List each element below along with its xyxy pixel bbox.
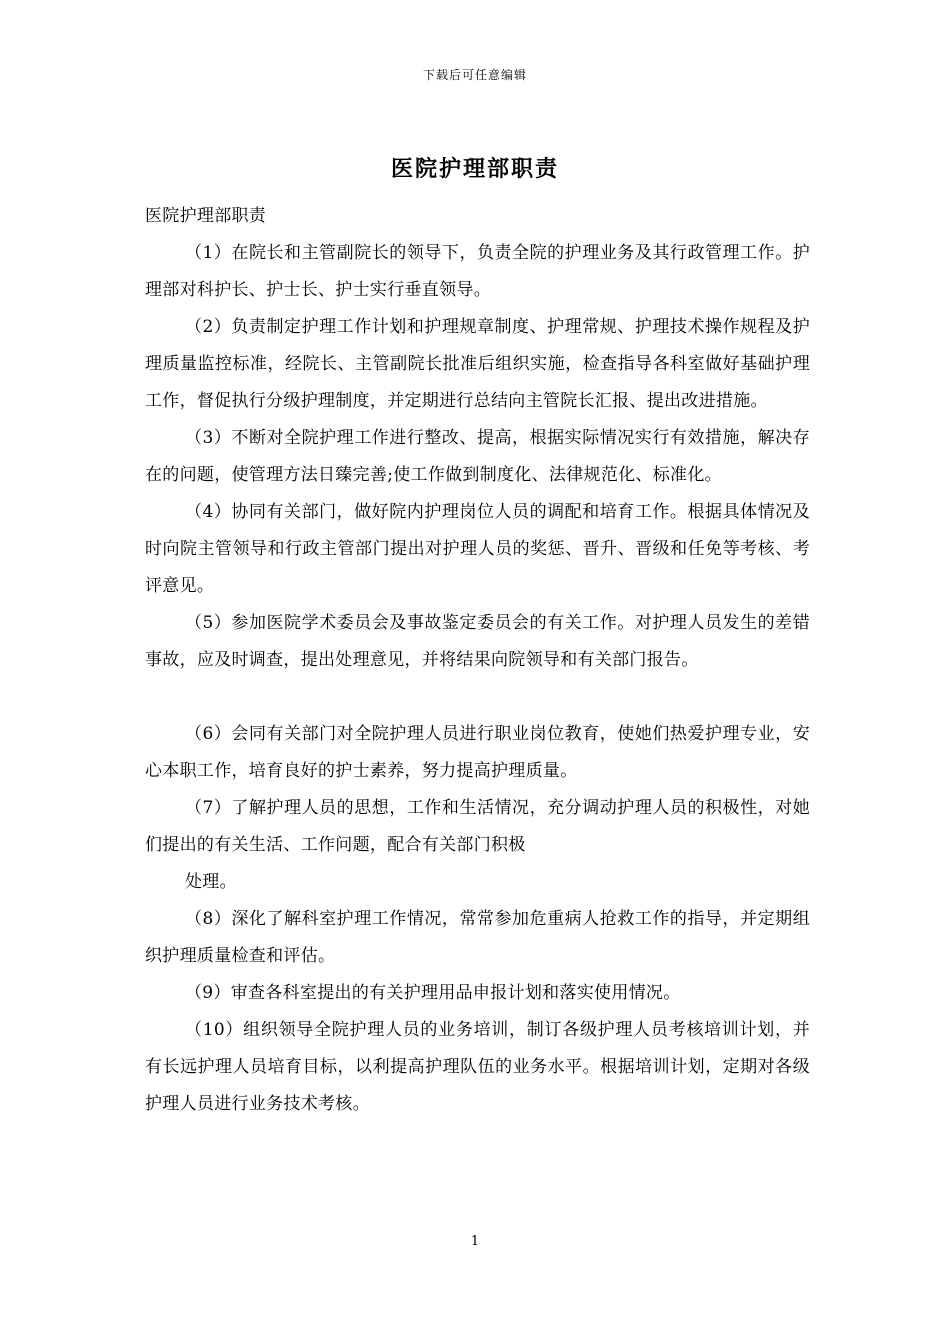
duty-paragraph-5: （5）参加医院学术委员会及事故鉴定委员会的有关工作。对护理人员发生的差错事故，应及时调查，提出处理意见，并将结果向院领导和有关部门报告。	[145, 613, 810, 670]
header-note: 下载后可任意编辑	[422, 68, 527, 82]
duty-paragraph-6: （6）会同有关部门对全院护理人员进行职业岗位教育，使她们热爱护理专业，安心本职工作，培育良好的护士素养，努力提高护理质量。	[145, 724, 810, 781]
duty-paragraph-7: （7）了解护理人员的思想，工作和生活情况，充分调动护理人员的积极性，对她们提出的有关生活、工作问题，配合有关部门积极	[145, 798, 810, 855]
document-subtitle: 医院护理部职责	[145, 206, 267, 226]
duty-paragraph-9: （9）审查各科室提出的有关护理用品申报计划和落实使用情况。	[185, 983, 681, 1003]
page-number: 1	[470, 1234, 480, 1249]
duty-paragraph-7-continuation: 处理。	[185, 872, 237, 892]
duty-paragraph-10: （10）组织领导全院护理人员的业务培训，制订各级护理人员考核培训计划，并有长远护理人员培育目标，以利提高护理队伍的业务水平。根据培训计划，定期对各级护理人员进行业务技术考核。	[145, 1020, 810, 1114]
duty-paragraph-8: （8）深化了解科室护理工作情况，常常参加危重病人抢救工作的指导，并定期组织护理质量检查和评估。	[145, 909, 810, 966]
duty-paragraph-4: （4）协同有关部门，做好院内护理岗位人员的调配和培育工作。根据具体情况及时向院主管领导和行政主管部门提出对护理人员的奖惩、晋升、晋级和任免等考核、考评意见。	[145, 502, 810, 596]
duty-paragraph-3: （3）不断对全院护理工作进行整改、提高，根据实际情况实行有效措施，解决存在的问题，使管理方法日臻完善;使工作做到制度化、法律规范化、标准化。	[145, 428, 810, 485]
duty-paragraph-2: （2）负责制定护理工作计划和护理规章制度、护理常规、护理技术操作规程及护理质量监控标准，经院长、主管副院长批准后组织实施，检查指导各科室做好基础护理工作，督促执行分级护理制度，并定期进行总结向主管院长汇报、提出改进措施。	[145, 317, 810, 411]
duty-paragraph-1: （1）在院长和主管副院长的领导下，负责全院的护理业务及其行政管理工作。护理部对科护长、护士长、护士实行垂直领导。	[145, 243, 810, 300]
document-title: 医院护理部职责	[390, 156, 559, 182]
document-body	[145, 198, 810, 1123]
